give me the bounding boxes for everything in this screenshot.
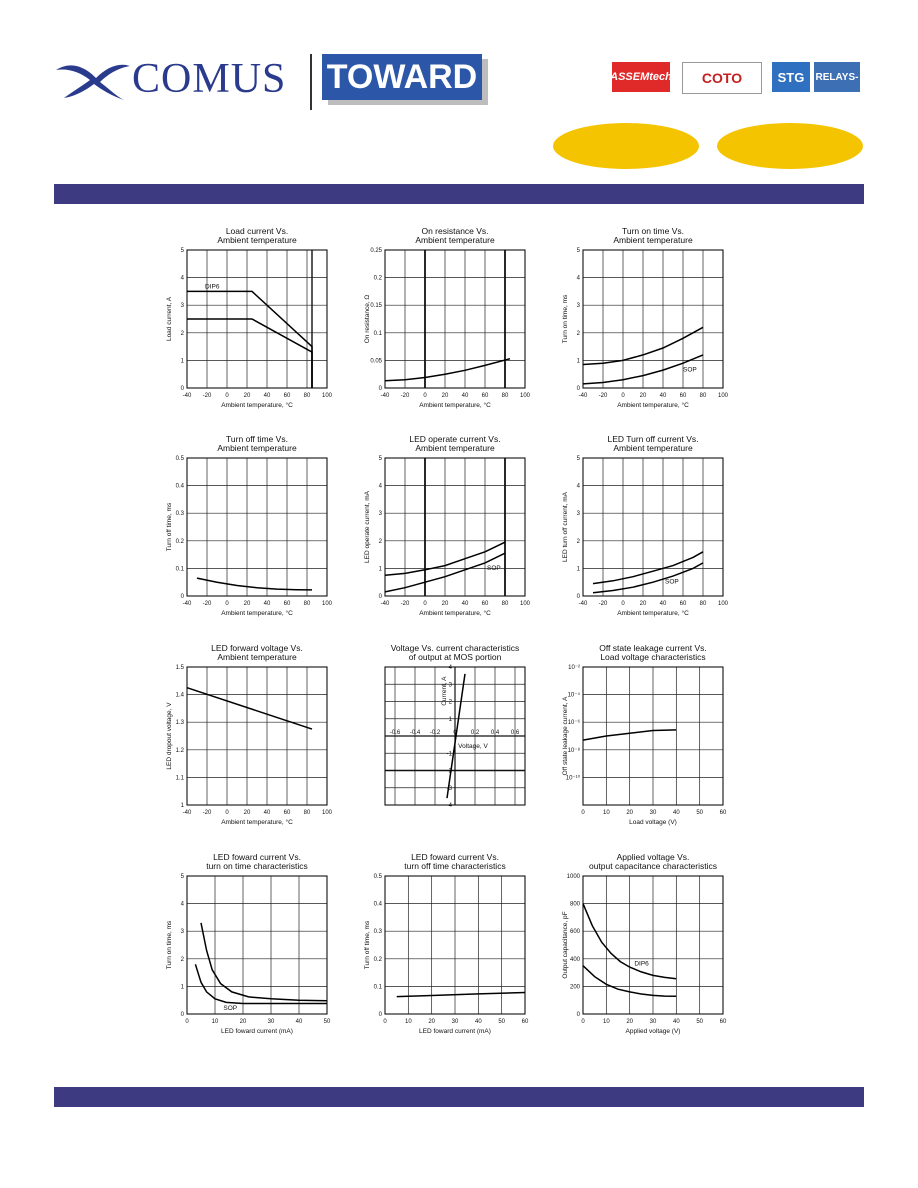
plot-frame: [583, 250, 723, 388]
yellow-oval-left: [553, 123, 699, 169]
y-tick-label: 200: [569, 984, 580, 991]
stg-logo: STG: [772, 62, 810, 92]
chart-title-line: Applied voltage Vs.: [616, 852, 690, 862]
x-tick-label: -40: [578, 601, 588, 607]
x-tick-label: 20: [639, 601, 647, 607]
chart-c1: [166, 226, 333, 409]
x-tick-label: 100: [321, 393, 333, 399]
chart-title-line: Load current Vs.: [225, 226, 289, 236]
plot-frame: [385, 667, 525, 805]
y-tick-label: 3: [576, 511, 580, 518]
bottom-band: [54, 1087, 864, 1107]
y-tick-label: 3: [180, 929, 184, 936]
y-tick-label: 0: [378, 386, 382, 392]
x-tick-label: 10: [602, 1019, 610, 1025]
x-tick-label: 50: [696, 1019, 704, 1025]
x-tick-label: 0: [621, 393, 625, 399]
x-tick-label: 10: [404, 1019, 412, 1025]
x-tick-label: 40: [659, 601, 667, 607]
x-tick-label: 40: [461, 393, 469, 399]
series-label: DIP6: [205, 283, 220, 291]
chart-title-line: Ambient temperature: [217, 235, 297, 245]
y-axis-label: Turn on time, ms: [166, 920, 173, 970]
x-tick-label: 80: [501, 601, 509, 607]
x-tick-label: -40: [182, 810, 192, 816]
y-tick-label: 10⁻⁶: [567, 720, 580, 727]
y-axis-label: LED dropout voltage, V: [166, 702, 173, 770]
series-line-1: [583, 730, 676, 740]
chart-c6: [562, 434, 729, 617]
x-tick-label: -40: [182, 393, 192, 399]
series-line-1: [397, 993, 525, 997]
y-tick-label: 2: [180, 956, 184, 963]
x-tick-label: -0.2: [429, 730, 441, 736]
y-tick-label: 10⁻¹⁰: [565, 775, 580, 782]
y-axis-label: LED turn off current, mA: [562, 492, 569, 562]
chart-c12: [562, 852, 727, 1035]
x-tick-label: 80: [501, 393, 509, 399]
chart-title-line: Ambient temperature: [217, 652, 297, 662]
y-tick-label: -1: [446, 751, 452, 758]
y-tick-label: 2: [448, 699, 452, 706]
y-tick-label: 0.5: [373, 874, 382, 880]
comus-swoosh-icon: [52, 56, 132, 102]
x-axis-label: Ambient temperature, °C: [221, 819, 293, 826]
chart-title-line: turn off time characteristics: [404, 861, 506, 871]
x-axis-label: Ambient temperature, °C: [221, 610, 293, 617]
x-tick-label: 20: [441, 393, 449, 399]
plot-frame: [583, 667, 723, 805]
x-tick-label: 40: [672, 1019, 680, 1025]
x-tick-label: 100: [717, 601, 729, 607]
y-axis-label: Current, A: [441, 676, 448, 706]
series-line-2: [385, 553, 505, 592]
y-tick-label: 4: [180, 275, 184, 282]
x-tick-label: 100: [519, 393, 531, 399]
y-tick-label: 5: [378, 456, 382, 462]
x-tick-label: -40: [380, 393, 390, 399]
comus-logo: [52, 56, 302, 102]
series-line-1: [385, 359, 510, 381]
chart-title-line: Ambient temperature: [613, 235, 693, 245]
x-tick-label: 30: [267, 1019, 275, 1025]
x-tick-label: 80: [699, 393, 707, 399]
x-tick-label: 0: [453, 730, 457, 736]
plot-frame: [385, 458, 525, 596]
y-axis-label: LED operate current, mA: [364, 491, 371, 563]
y-tick-label: 2: [378, 538, 382, 545]
y-tick-label: 10⁻²: [568, 665, 580, 671]
y-tick-label: 0.15: [370, 303, 382, 310]
y-axis-label: On resistance, Ω: [364, 294, 371, 344]
chart-title-line: Ambient temperature: [613, 443, 693, 453]
x-tick-label: 20: [243, 810, 251, 816]
x-axis-label: Ambient temperature, °C: [419, 402, 491, 409]
y-tick-label: 1.5: [175, 665, 184, 671]
y-tick-label: 3: [378, 511, 382, 518]
plot-frame: [187, 876, 327, 1014]
x-axis-label: Applied voltage (V): [625, 1028, 681, 1035]
y-tick-label: -3: [446, 785, 452, 792]
x-tick-label: 80: [303, 810, 311, 816]
y-tick-label: 0.1: [373, 330, 382, 337]
x-tick-label: -20: [202, 810, 212, 816]
coto-logo: COTO: [682, 62, 762, 94]
x-tick-label: 60: [719, 1019, 727, 1025]
y-tick-label: 0.1: [373, 984, 382, 991]
y-tick-label: 0: [576, 386, 580, 392]
plot-frame: [187, 250, 327, 388]
y-tick-label: 2: [576, 538, 580, 545]
x-tick-label: 0: [423, 393, 427, 399]
x-tick-label: 40: [659, 393, 667, 399]
chart-title-line: output capacitance characteristics: [588, 861, 718, 871]
x-tick-label: 50: [498, 1019, 506, 1025]
x-tick-label: -0.4: [409, 730, 421, 736]
y-tick-label: 1: [448, 716, 452, 723]
chart-c10: [166, 852, 331, 1035]
series-label: SOP: [665, 578, 679, 586]
y-tick-label: 0: [180, 594, 184, 600]
series-line-2: [195, 964, 327, 1003]
x-tick-label: 50: [323, 1019, 331, 1025]
chart-c7: [166, 643, 333, 826]
y-tick-label: 0.05: [370, 358, 382, 365]
y-tick-label: 1: [180, 803, 184, 809]
series-line-1: [593, 552, 703, 584]
y-tick-label: 0.1: [175, 566, 184, 573]
y-axis-label: Turn off time, ms: [364, 920, 371, 970]
y-tick-label: 4: [180, 901, 184, 908]
y-tick-label: 1.3: [175, 720, 184, 727]
x-tick-label: 0: [621, 601, 625, 607]
plot-frame: [187, 667, 327, 805]
x-axis-label: LED foward current (mA): [221, 1028, 293, 1035]
x-axis-label: Load voltage (V): [629, 819, 677, 826]
x-tick-label: -40: [182, 601, 192, 607]
x-tick-label: 0: [383, 1019, 387, 1025]
y-tick-label: 0.4: [373, 901, 382, 908]
y-tick-label: 1.1: [175, 775, 184, 782]
y-tick-label: 0.25: [370, 248, 382, 254]
chart-c11: [364, 852, 529, 1035]
y-tick-label: 0.5: [175, 456, 184, 462]
x-tick-label: 30: [451, 1019, 459, 1025]
series-label: SOP: [223, 1004, 238, 1012]
y-axis-label: Load current, A: [166, 296, 173, 342]
relays-logo: RELAYS-: [814, 62, 860, 92]
series-line-1: [197, 578, 312, 590]
y-axis-label: Off state leakage current, A: [562, 696, 569, 776]
series-line-2: [187, 319, 312, 388]
y-tick-label: 0: [180, 1012, 184, 1018]
series-label: DIP6: [634, 960, 649, 968]
chart-c5: [364, 434, 531, 617]
chart-c3: [562, 226, 729, 409]
x-tick-label: -40: [380, 601, 390, 607]
series-line-1: [187, 291, 312, 388]
y-tick-label: 0.2: [175, 538, 184, 545]
x-tick-label: 60: [283, 810, 291, 816]
y-tick-label: 2: [576, 330, 580, 337]
x-tick-label: 60: [283, 393, 291, 399]
x-tick-label: 40: [263, 393, 271, 399]
chart-c4: [166, 434, 333, 617]
chart-title-line: turn on time characteristics: [206, 861, 308, 871]
chart-title-line: Turn on time Vs.: [621, 226, 685, 236]
x-tick-label: 20: [626, 1019, 634, 1025]
y-tick-label: 0.3: [373, 929, 382, 936]
x-tick-label: 0.2: [470, 730, 480, 736]
series-line-1: [583, 327, 703, 364]
x-axis-label: Ambient temperature, °C: [617, 610, 689, 617]
x-tick-label: -40: [578, 393, 588, 399]
chart-title-line: of output at MOS portion: [408, 652, 502, 662]
y-tick-label: 1: [378, 566, 382, 573]
y-tick-label: 5: [180, 874, 184, 880]
assemtech-logo: ASSEMtech: [612, 62, 670, 92]
x-tick-label: 0: [581, 1019, 585, 1025]
x-tick-label: 40: [295, 1019, 303, 1025]
series-label: SOP: [487, 564, 501, 572]
series-line-2: [593, 563, 703, 593]
y-tick-label: 5: [180, 248, 184, 254]
x-tick-label: 20: [441, 601, 449, 607]
y-tick-label: 0.2: [373, 275, 382, 282]
x-tick-label: 0: [185, 1019, 189, 1025]
y-axis-label: Output capacitance, pF: [562, 911, 569, 979]
x-tick-label: -0.6: [389, 730, 401, 736]
y-tick-label: 3: [180, 303, 184, 310]
chart-title-line: Off state leakage current Vs.: [599, 643, 707, 653]
y-tick-label: 10⁻⁴: [567, 692, 580, 699]
x-tick-label: 20: [639, 393, 647, 399]
series-line-1: [583, 904, 676, 979]
x-tick-label: 10: [211, 1019, 219, 1025]
chart-title-line: On resistance Vs.: [421, 226, 489, 236]
y-tick-label: 800: [569, 901, 580, 908]
x-tick-label: 0: [225, 601, 229, 607]
x-tick-label: 30: [649, 1019, 657, 1025]
y-axis-label: Turn off time, ms: [166, 502, 173, 552]
x-axis-label: Ambient temperature, °C: [419, 610, 491, 617]
x-tick-label: 40: [263, 601, 271, 607]
x-tick-label: 20: [243, 393, 251, 399]
x-tick-label: 40: [474, 1019, 482, 1025]
x-tick-label: 80: [699, 601, 707, 607]
x-tick-label: 0: [581, 810, 585, 816]
chart-title-line: LED Turn off current Vs.: [607, 434, 699, 444]
y-tick-label: 600: [569, 929, 580, 936]
y-tick-label: -4: [446, 803, 452, 809]
series-line-1: [187, 688, 312, 729]
x-tick-label: 20: [243, 601, 251, 607]
yellow-oval-right: [717, 123, 863, 169]
y-tick-label: 3: [448, 682, 452, 689]
x-tick-label: 50: [696, 810, 704, 816]
x-tick-label: 0: [423, 601, 427, 607]
comus-brand-text: COMUS: [132, 56, 287, 102]
y-tick-label: 0: [576, 1012, 580, 1018]
chart-title-line: Ambient temperature: [415, 443, 495, 453]
y-tick-label: 400: [569, 956, 580, 963]
y-tick-label: 0.4: [175, 483, 184, 490]
y-tick-label: 10⁻⁸: [567, 747, 580, 754]
x-tick-label: 60: [481, 393, 489, 399]
plot-frame: [583, 458, 723, 596]
x-tick-label: 60: [719, 810, 727, 816]
y-tick-label: 0.3: [175, 511, 184, 518]
y-tick-label: 0: [180, 386, 184, 392]
x-axis-label: LED foward current (mA): [419, 1028, 491, 1035]
x-tick-label: 100: [519, 601, 531, 607]
series-line-2: [583, 966, 676, 997]
x-tick-label: 20: [626, 810, 634, 816]
chart-c9: [562, 643, 727, 826]
y-tick-label: 1.2: [175, 747, 184, 754]
x-tick-label: -20: [202, 601, 212, 607]
plot-frame: [385, 250, 525, 388]
x-tick-label: 0.6: [510, 730, 520, 736]
series-line-2: [583, 355, 703, 384]
series-label: SOP: [683, 366, 697, 374]
series-line-1: [447, 674, 465, 798]
y-tick-label: 0: [378, 594, 382, 600]
top-band: [54, 184, 864, 204]
x-tick-label: 0.4: [490, 730, 500, 736]
y-tick-label: 3: [576, 303, 580, 310]
chart-title-line: LED forward voltage Vs.: [211, 643, 303, 653]
chart-title-line: LED foward current Vs.: [411, 852, 499, 862]
y-tick-label: 4: [576, 275, 580, 282]
x-tick-label: -20: [598, 393, 608, 399]
chart-title-line: Load voltage characteristics: [600, 652, 706, 662]
plot-frame: [187, 458, 327, 596]
toward-logo: TOWARD: [322, 54, 482, 100]
x-tick-label: 40: [672, 810, 680, 816]
x-tick-label: 80: [303, 393, 311, 399]
y-tick-label: 5: [576, 248, 580, 254]
x-tick-label: -20: [202, 393, 212, 399]
y-tick-label: 1: [576, 566, 580, 573]
y-tick-label: 5: [576, 456, 580, 462]
x-tick-label: 20: [239, 1019, 247, 1025]
chart-title-line: Ambient temperature: [217, 443, 297, 453]
x-tick-label: -20: [400, 393, 410, 399]
chart-c8: [385, 643, 525, 809]
y-tick-label: 0.2: [373, 956, 382, 963]
y-tick-label: 4: [576, 483, 580, 490]
header-divider: [310, 54, 312, 110]
x-tick-label: 10: [602, 810, 610, 816]
chart-title-line: Ambient temperature: [415, 235, 495, 245]
x-tick-label: 60: [679, 393, 687, 399]
y-axis-label: Turn on time, ms: [562, 294, 569, 344]
plot-frame: [583, 876, 723, 1014]
x-tick-label: 100: [321, 810, 333, 816]
x-tick-label: 20: [428, 1019, 436, 1025]
chart-title-line: LED foward current Vs.: [213, 852, 301, 862]
y-tick-label: 1: [576, 358, 580, 365]
y-tick-label: 4: [448, 665, 452, 671]
x-tick-label: 40: [263, 810, 271, 816]
y-tick-label: 1: [180, 984, 184, 991]
y-tick-label: 4: [378, 483, 382, 490]
x-tick-label: 80: [303, 601, 311, 607]
x-tick-label: 100: [717, 393, 729, 399]
y-tick-label: 2: [180, 330, 184, 337]
chart-c2: [364, 226, 531, 409]
x-tick-label: 30: [649, 810, 657, 816]
x-tick-label: -20: [598, 601, 608, 607]
x-tick-label: 0: [225, 393, 229, 399]
x-tick-label: 60: [481, 601, 489, 607]
x-tick-label: 60: [283, 601, 291, 607]
x-tick-label: 100: [321, 601, 333, 607]
x-axis-label: Ambient temperature, °C: [221, 402, 293, 409]
x-tick-label: 60: [521, 1019, 529, 1025]
x-axis-label: Ambient temperature, °C: [617, 402, 689, 409]
plot-frame: [385, 876, 525, 1014]
chart-title-line: Voltage Vs. current characteristics: [390, 643, 520, 653]
series-line-1: [385, 542, 505, 575]
series-line-1: [201, 923, 327, 1001]
y-tick-label: 1: [180, 358, 184, 365]
y-tick-label: -2: [446, 768, 452, 775]
x-tick-label: 0: [225, 810, 229, 816]
y-tick-label: 1000: [566, 874, 580, 880]
y-tick-label: 0: [378, 1012, 382, 1018]
x-tick-label: -20: [400, 601, 410, 607]
x-tick-label: 40: [461, 601, 469, 607]
y-tick-label: 0: [576, 594, 580, 600]
chart-title-line: LED operate current Vs.: [409, 434, 501, 444]
x-tick-label: 60: [679, 601, 687, 607]
chart-title-line: Turn off time Vs.: [226, 434, 288, 444]
x-axis-label: Voltage, V: [458, 743, 488, 750]
y-tick-label: 1.4: [175, 692, 184, 699]
